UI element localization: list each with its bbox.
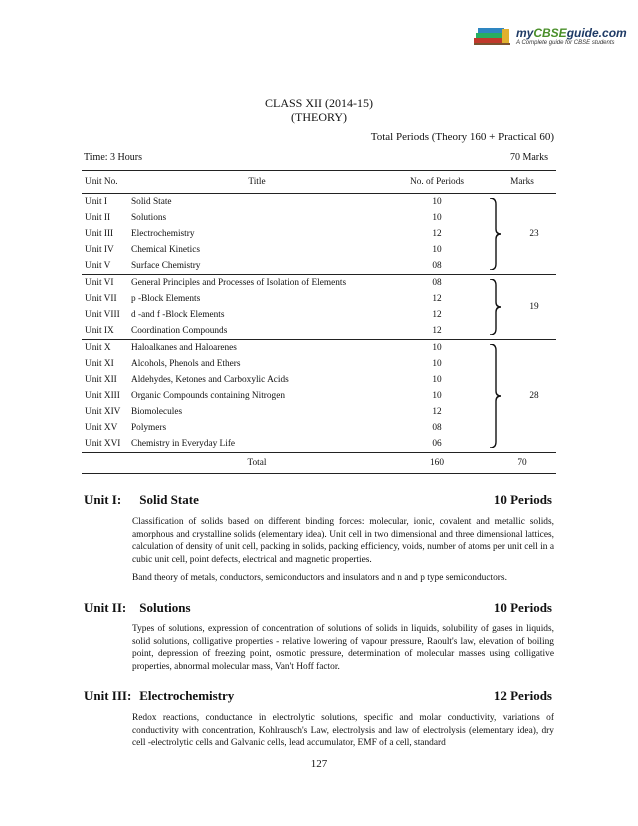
site-logo [472,24,627,50]
total-periods-value: 160 [386,453,488,474]
group-marks-value: 19 [529,302,539,312]
books-icon [472,26,512,48]
unit1-heading [84,492,199,508]
table-row [82,194,556,211]
table-row [82,226,556,242]
table-row [82,340,556,357]
header-title: Title [128,171,386,194]
group-marks-cell [488,340,556,453]
unit-title-cell: Solutions [131,213,167,223]
group-marks-value: 28 [529,391,539,401]
header-marks: Marks [488,171,556,194]
table-row [82,356,556,372]
unit-no-cell: Unit XII [85,375,117,385]
table-row [82,210,556,226]
unit-title-cell: Electrochemistry [131,229,195,239]
unit-title-cell: Haloalkanes and Haloarenes [128,340,386,357]
unit-no-cell: Unit VII [85,294,117,304]
logo-name: myCBSEguide.com [516,26,627,40]
unit-periods-cell: 12 [432,326,442,336]
document-title: CLASS XII (2014-15) [265,96,373,110]
table-row [82,404,556,420]
unit-periods-cell: 12 [432,407,442,417]
header-unit-no: Unit No. [82,171,128,194]
unit3-periods: 12 Periods [493,688,552,703]
unit2-title: Solutions [139,600,191,615]
unit-no-cell: Unit IX [85,326,114,336]
unit-title-cell: Biomolecules [131,407,183,417]
total-label: Total [128,453,386,474]
unit-periods-cell: 12 [432,310,442,320]
unit-periods-cell: 10 [386,340,488,357]
unit2-paragraph-1: Types of solutions, expression of concentration of solutions of solids in liquids, solubility of gases in liquids, solid solutions, colligative properties - relative lowering of vapour pressure, Raoult's law, elevation of boiling point, depression of freezing point, osmotic pressure, determination of molecular masses using colligative properties, abnormal molecular mass, Van't Hoff factor. [132,624,554,672]
total-marks: 70 Marks [509,152,548,163]
group-marks-cell [488,194,556,275]
table-row [82,420,556,436]
group-marks-value: 23 [529,229,539,239]
table-row [82,275,556,292]
unit3-title: Electrochemistry [139,688,235,703]
unit-periods-cell: 10 [432,197,442,207]
exam-time: Time: 3 Hours [84,152,142,163]
unit-periods-cell: 08 [432,261,442,271]
unit-periods-cell: 06 [432,439,442,449]
unit-periods-cell: 08 [386,275,488,292]
unit-title-cell: Alcohols, Phenols and Ethers [131,359,241,369]
unit-periods-cell: 10 [432,359,442,369]
right-brace-icon [488,344,502,448]
unit-title-cell: d -and f -Block Elements [131,310,225,320]
unit-no-cell: Unit I [85,197,107,207]
unit-no-cell: Unit VI [82,275,128,292]
unit-no-cell: Unit XIII [85,391,120,401]
unit-periods-cell: 10 [432,391,442,401]
unit3-heading [84,688,234,704]
unit-title-cell: p -Block Elements [131,294,201,304]
units-table [82,170,556,474]
table-total-row [82,453,556,474]
right-brace-icon [488,198,502,270]
unit-no-cell: Unit II [85,213,111,223]
unit-no-cell: Unit XV [85,423,118,433]
unit-title-cell: Aldehydes, Ketones and Carboxylic Acids [131,375,289,385]
table-row [82,242,556,258]
unit-periods-cell: 10 [432,375,442,385]
unit-no-cell: Unit XI [85,359,114,369]
unit1-paragraph-1: Classification of solids based on different binding forces: molecular, ionic, covalent and metallic solids, amorphous and crystalline solids (elementary idea). Unit cell in two dimensional and three dimensional lattices, calculation of density of unit cell, packing in solids, packing efficiency, voids, number of atoms per unit cell in a cubic unit cell, point defects, electrical and magnetic properties. [132,517,554,565]
unit-title-cell: Chemical Kinetics [131,245,200,255]
table-row [82,372,556,388]
unit-title-cell: Surface Chemistry [131,261,201,271]
unit-no-cell: Unit V [85,261,111,271]
unit-no-cell: Unit VIII [85,310,120,320]
unit-title-cell: Chemistry in Everyday Life [131,439,236,449]
unit2-periods: 10 Periods [493,600,552,615]
unit-title-cell: Solid State [131,197,172,207]
header-periods: No. of Periods [386,171,488,194]
unit3-paragraph-1: Redox reactions, conductance in electrolytic solutions, specific and molar conductivity, variations of conductivity with concentration, Kohlrausch's Law, electrolysis and law of electrolysis (elementary idea), dry cell -electrolytic cells and Galvanic cells, lead accumulator, EMF of a cell, standard [132,713,554,749]
unit-periods-cell: 10 [432,245,442,255]
unit1-label: Unit I: [84,492,122,507]
right-brace-icon [488,279,502,335]
table-header-row [82,171,556,194]
unit-title-cell: General Principles and Processes of Isolation of Elements [128,275,386,292]
total-marks-value: 70 [488,453,556,474]
unit-title-cell: Polymers [131,423,167,433]
logo-tagline: A Complete guide for CBSE students [516,40,615,46]
unit1-title: Solid State [139,492,199,507]
unit-periods-cell: 12 [432,294,442,304]
unit2-label: Unit II: [84,600,127,615]
table-row [82,436,556,453]
unit-no-cell: Unit XVI [85,439,121,449]
unit-no-cell: Unit IV [85,245,114,255]
table-row [82,323,556,340]
unit-periods-cell: 08 [432,423,442,433]
unit-title-cell: Organic Compounds containing Nitrogen [131,391,285,401]
table-row [82,307,556,323]
document-subtitle: (THEORY) [291,110,347,124]
table-row [82,291,556,307]
page-number: 127 [310,758,328,770]
table-row [82,388,556,404]
unit-periods-cell: 12 [432,229,442,239]
table-row [82,258,556,275]
unit-no-cell: Unit X [82,340,128,357]
unit3-label: Unit III: [84,688,132,703]
unit2-heading [84,600,191,616]
unit-no-cell: Unit III [85,229,114,239]
unit1-periods: 10 Periods [493,492,552,507]
unit1-paragraph-2: Band theory of metals, conductors, semiconductors and insulators and n and p type semiconductors. [132,573,507,583]
unit-title-cell: Coordination Compounds [131,326,228,336]
unit-no-cell: Unit XIV [85,407,121,417]
total-periods: Total Periods (Theory 160 + Practical 60) [370,131,554,143]
group-marks-cell [488,275,556,340]
unit-periods-cell: 10 [432,213,442,223]
